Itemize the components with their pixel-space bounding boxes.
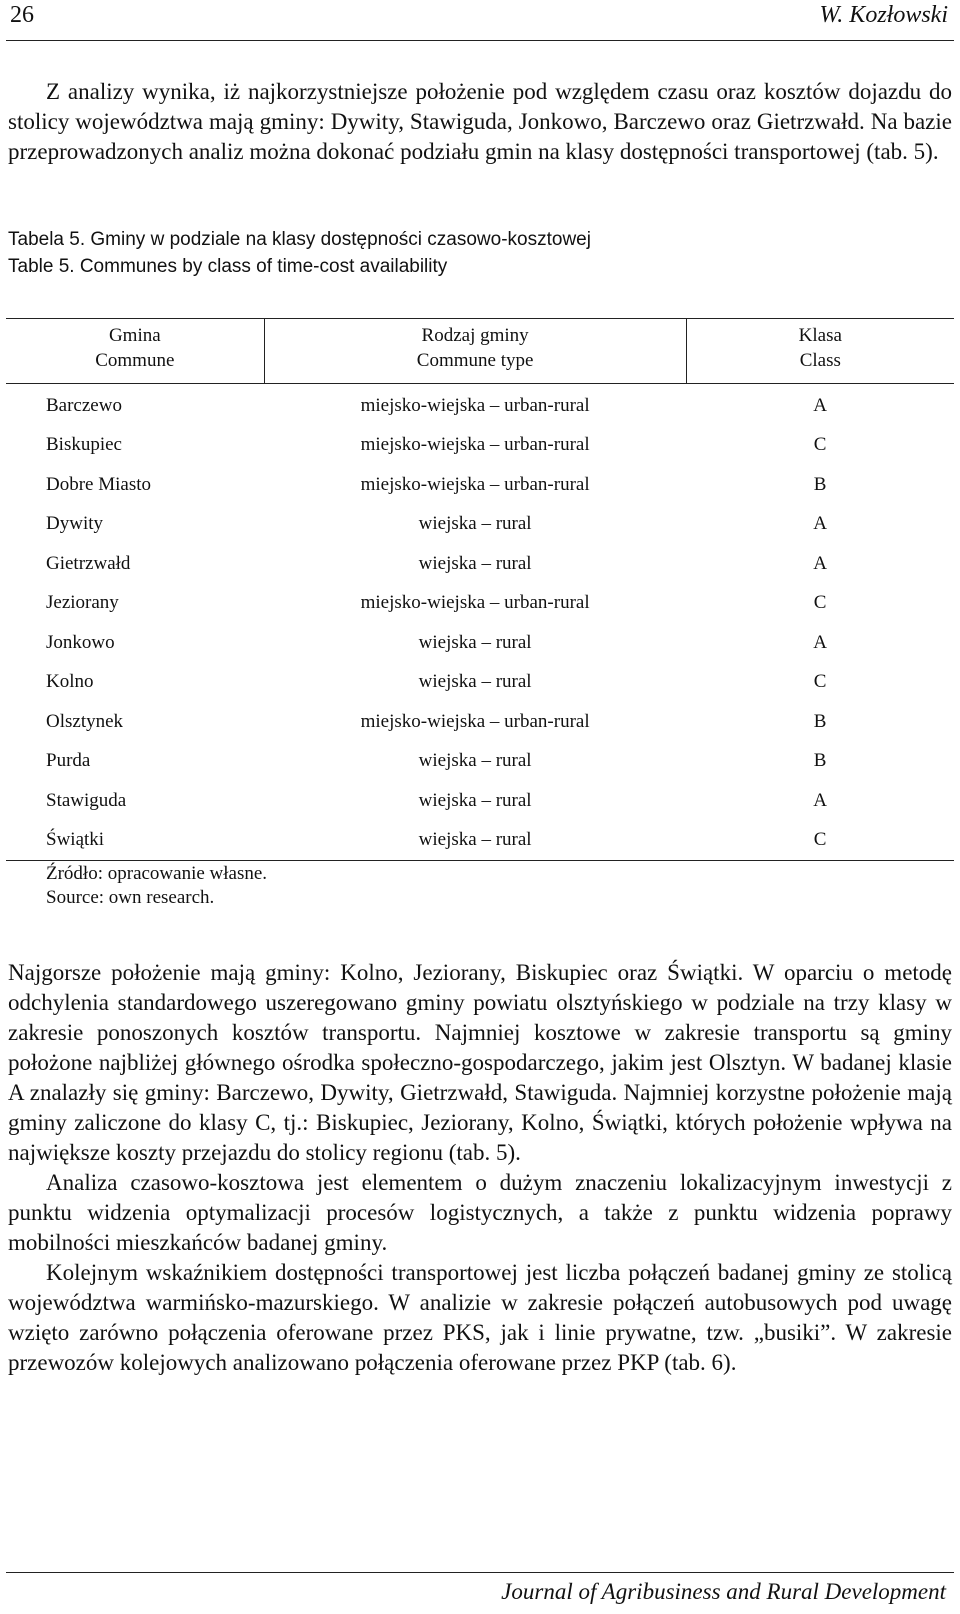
- cell-type: wiejska – rural: [418, 750, 532, 772]
- cell-commune: Kolno: [46, 671, 94, 693]
- cell-commune: Stawiguda: [46, 789, 127, 811]
- cell-class: C: [813, 592, 827, 614]
- table-row: [6, 584, 954, 624]
- cell-class: A: [813, 513, 827, 535]
- cell-class: B: [813, 710, 827, 732]
- running-header: [6, 2, 954, 41]
- cell-class: A: [813, 789, 827, 811]
- col-header-class-pl: Klasa: [798, 325, 842, 346]
- cell-type: miejsko-wiejska – urban-rural: [360, 710, 590, 732]
- source-en: Source: own research.: [46, 887, 215, 908]
- cell-commune: Purda: [46, 750, 91, 772]
- col-header-commune: [6, 319, 264, 384]
- table-row: [6, 505, 954, 545]
- table-header-row: [6, 319, 954, 384]
- cell-type: wiejska – rural: [264, 821, 686, 861]
- table-row: [6, 544, 954, 584]
- col-header-commune-en: Commune: [95, 350, 175, 371]
- body-paragraph: Kolejnym wskaźnikiem dostępności transportowej jest liczba połączeń badanej gminy ze stolicą województwa warmińsko-mazurskiego. W analizie w zakresie połączeń autobusowych pod uwagę wzięto zarówno połączenia oferowane przez PKS, jak i linie prywatne, tzw. „busiki”. W zakresie przewozów kolejowych analizowano połączenia oferowane przez PKP (tab. 6).: [8, 1260, 952, 1375]
- running-footer: [6, 1572, 954, 1604]
- table-row: [6, 426, 954, 466]
- table-row: [6, 781, 954, 821]
- table-row: [6, 821, 954, 861]
- table-row: [6, 742, 954, 782]
- page-number: 26: [10, 2, 34, 28]
- cell-commune: Biskupiec: [46, 434, 122, 456]
- body-paragraph: Analiza czasowo-kosztowa jest elementem o dużym znaczeniu lokalizacyjnym inwestycji z punktu widzenia optymalizacji procesów logistycznych, a także z punktu widzenia poprawy mobilności mieszkańców badanej gminy.: [8, 1170, 952, 1255]
- cell-class: A: [813, 552, 827, 574]
- table-source-note: [46, 862, 267, 910]
- table-row: [6, 623, 954, 663]
- col-header-class: [686, 319, 954, 384]
- cell-class: B: [813, 473, 827, 495]
- cell-type: wiejska – rural: [418, 789, 532, 811]
- cell-class: C: [686, 821, 954, 861]
- cell-commune: Dobre Miasto: [46, 473, 152, 495]
- table-row: [6, 384, 954, 426]
- cell-type: wiejska – rural: [418, 552, 532, 574]
- cell-commune: Jonkowo: [46, 631, 115, 653]
- source-pl: Źródło: opracowanie własne.: [46, 863, 268, 884]
- body-paragraph: Najgorsze położenie mają gminy: Kolno, Jeziorany, Biskupiec oraz Świątki. W oparciu o metodę odchylenia standardowego uszeregowano gminy powiatu olsztyńskiego w podziale na trzy klasy w zakresie ponoszonych kosztów transportu. Najmniej kosztowe w zakresie transportu są gminy położone najbliżej głównego ośrodka społeczno-gospodarczego, jakim jest Olsztyn. W badanej klasie A znalazły się gminy: Barczewo, Dywity, Gietrzwałd, Stawiguda. Najmniej korzystne położenie mają gminy zaliczone do klasy C, tj.: Biskupiec, Jeziorany, Kolno, Świątki, których położenie wpływa na największe koszty przejazdu do stolicy regionu (tab. 5).: [8, 960, 952, 1165]
- table-row: [6, 465, 954, 505]
- cell-class: A: [813, 631, 827, 653]
- col-header-class-en: Class: [799, 350, 841, 371]
- table-row: [6, 702, 954, 742]
- table-caption-en: Table 5. Communes by class of time-cost availability: [8, 256, 448, 277]
- col-header-commune-pl: Gmina: [108, 325, 161, 346]
- cell-commune: Dywity: [46, 513, 103, 535]
- cell-class: A: [813, 394, 827, 416]
- cell-commune: Świątki: [6, 821, 264, 861]
- cell-type: miejsko-wiejska – urban-rural: [360, 592, 590, 614]
- cell-type: miejsko-wiejska – urban-rural: [360, 473, 590, 495]
- table-caption-pl: Tabela 5. Gminy w podziale na klasy dostępności czasowo-kosztowej: [8, 229, 591, 250]
- cell-type: wiejska – rural: [418, 631, 532, 653]
- col-header-type: [264, 319, 686, 384]
- commune-class-table: [6, 318, 954, 861]
- cell-commune: Jeziorany: [46, 592, 119, 614]
- running-author: W. Kozłowski: [819, 2, 948, 28]
- cell-commune: Barczewo: [46, 394, 122, 416]
- cell-class: B: [813, 750, 827, 772]
- journal-title: Journal of Agribusiness and Rural Development: [501, 1579, 946, 1604]
- table-row: [6, 663, 954, 703]
- col-header-type-en: Commune type: [416, 350, 534, 371]
- body-text: [8, 958, 952, 1378]
- cell-class: C: [813, 671, 827, 693]
- cell-commune: Olsztynek: [46, 710, 124, 732]
- intro-paragraph: Z analizy wynika, iż najkorzystniejsze położenie pod względem czasu oraz kosztów dojazdu do stolicy województwa mają gminy: Dywity, Stawiguda, Jonkowo, Barczewo oraz Gietrzwałd. Na bazie przeprowadzonych analiz można dokonać podziału gmin na klasy dostępności transportowej (tab. 5).: [8, 79, 952, 164]
- cell-type: wiejska – rural: [418, 671, 532, 693]
- cell-commune: Gietrzwałd: [46, 552, 131, 574]
- cell-class: C: [813, 434, 827, 456]
- cell-type: wiejska – rural: [418, 513, 532, 535]
- cell-type: miejsko-wiejska – urban-rural: [360, 434, 590, 456]
- col-header-type-pl: Rodzaj gminy: [421, 325, 529, 346]
- cell-type: miejsko-wiejska – urban-rural: [360, 394, 590, 416]
